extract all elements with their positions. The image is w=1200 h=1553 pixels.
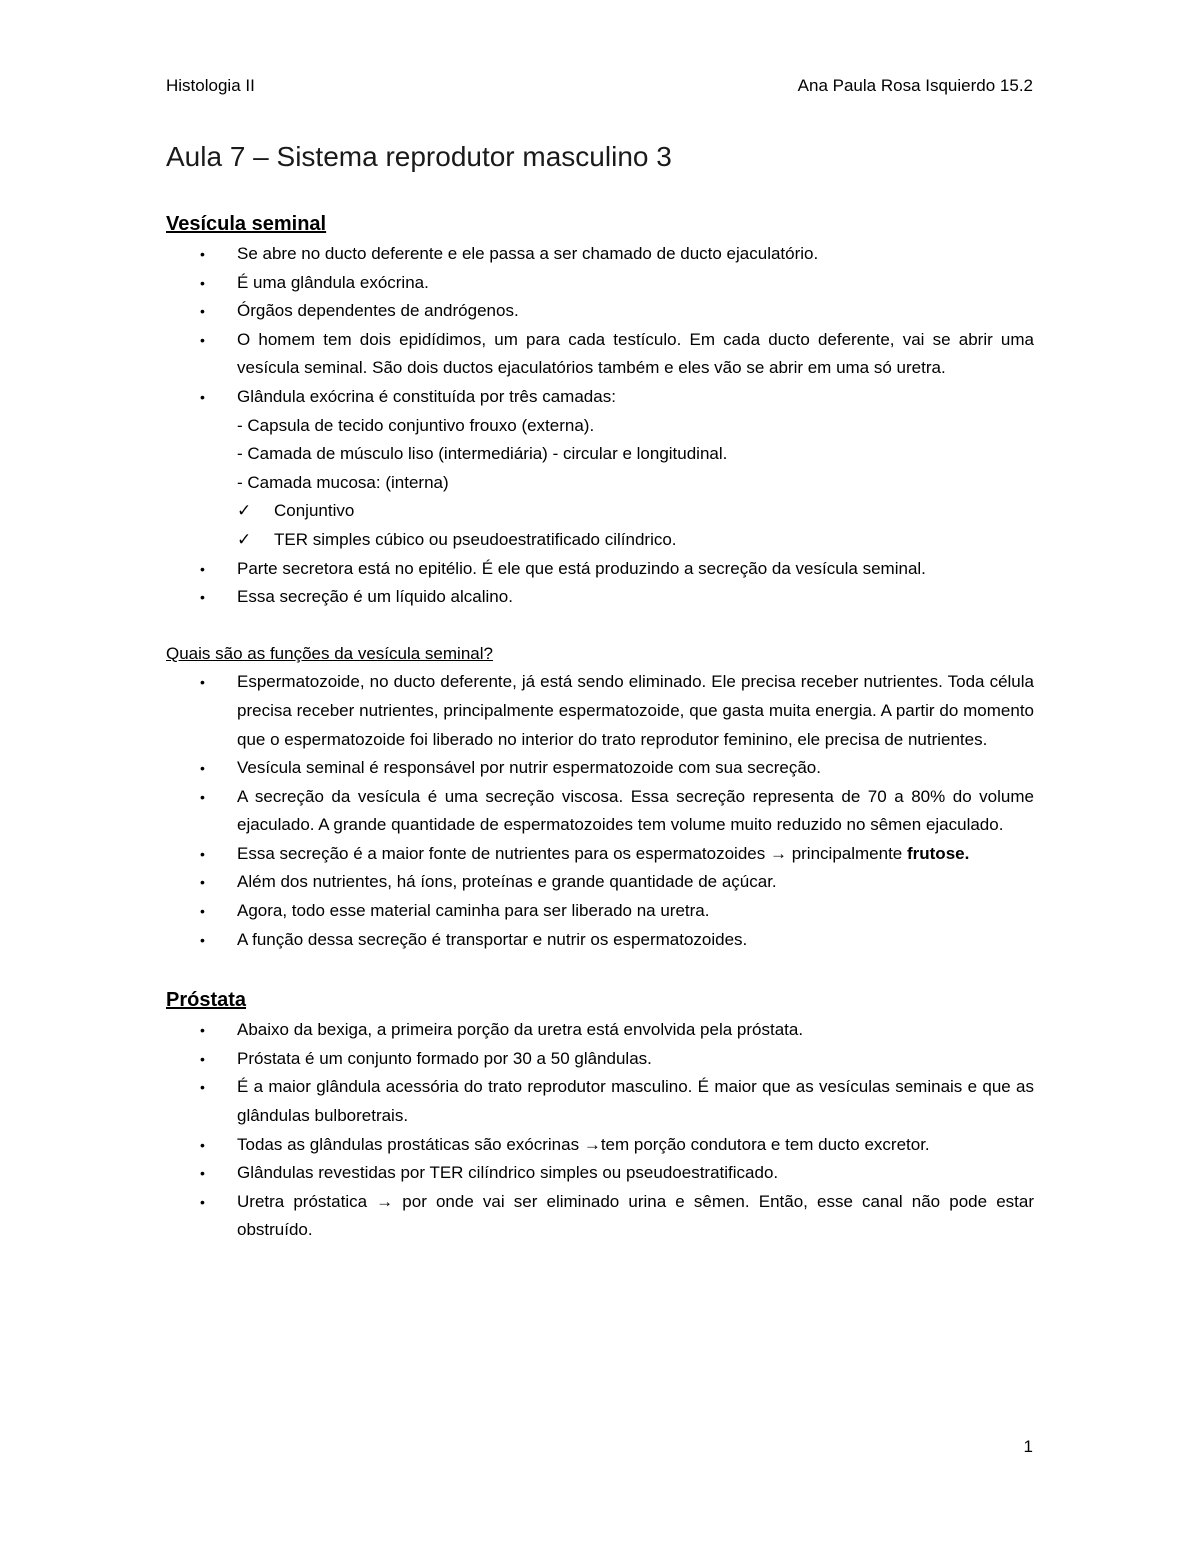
bullet-icon: •: [200, 788, 205, 805]
list-item: • Além dos nutrientes, há íons, proteínas e grande quantidade de açúcar.: [166, 868, 1034, 897]
bullet-icon: •: [200, 1079, 205, 1096]
bullet-icon: •: [200, 246, 205, 262]
header-course: Histologia II: [166, 76, 255, 95]
bullet-icon: •: [200, 560, 205, 577]
sub-item: - Capsula de tecido conjuntivo frouxo (externa).: [237, 415, 595, 435]
arrow-right-icon: →: [769, 843, 787, 863]
list-item: • Glândulas revestidas por TER cilíndrico simples ou pseudoestratificado.: [166, 1159, 1034, 1188]
spacer: [166, 612, 1034, 640]
list-item: • Agora, todo esse material caminha para ser liberado na uretra.: [166, 897, 1034, 926]
bullet-icon: •: [200, 760, 205, 777]
bullet-icon: •: [200, 331, 205, 348]
header-author: Ana Paula Rosa Isquierdo 15.2: [797, 76, 1033, 95]
list-item: • Parte secretora está no epitélio. É ele que está produzindo a secreção da vesícula seminal.: [166, 555, 1034, 584]
bullet-list-prostata: [166, 1016, 1034, 1245]
bullet-icon: •: [200, 303, 205, 320]
section-question-funcoes: Quais são as funções da vesícula seminal?: [166, 643, 493, 663]
list-item: • Uretra próstatica → por onde vai ser eliminado urina e sêmen. Então, esse canal não pode estar obstruído.: [166, 1188, 1034, 1245]
bullet-icon: •: [200, 874, 205, 891]
bullet-icon: •: [200, 388, 205, 405]
bullet-list-vesicula: [166, 240, 1034, 612]
sub-item: - Camada mucosa: (interna): [237, 472, 449, 492]
check-item: ✓ Conjuntivo: [237, 497, 1034, 526]
list-item: • Órgãos dependentes de andrógenos.: [166, 297, 1034, 326]
checkmark-icon: ✓: [237, 501, 252, 521]
list-item: • Espermatozoide, no ducto deferente, já está sendo eliminado. Ele precisa receber nutrientes. Toda célula precisa receber nutrientes, principalmente espermatozoide, que gasta muita energia. A partir do momento que o espermatozoide foi liberado no interior do trato reprodutor feminino, ele precisa de nutrientes.: [166, 668, 1034, 754]
spacer: [166, 954, 1034, 986]
bullet-icon: •: [200, 845, 205, 862]
page-number: 1: [1023, 1437, 1033, 1456]
list-item: • É a maior glândula acessória do trato reprodutor masculino. É maior que as vesículas seminais e que as glândulas bulboretrais.: [166, 1073, 1034, 1130]
list-item-text: Glândula exócrina é constituída por três camadas:: [237, 386, 616, 406]
document-body: [166, 210, 1034, 1245]
list-item: [166, 383, 1034, 555]
list-item: • Próstata é um conjunto formado por 30 a 50 glândulas.: [166, 1045, 1034, 1074]
sub-item: - Camada de músculo liso (intermediária) - circular e longitudinal.: [237, 444, 728, 464]
bold-term: frutose.: [906, 843, 970, 863]
list-item: • A função dessa secreção é transportar e nutrir os espermatozoides.: [166, 926, 1034, 955]
list-item: • É uma glândula exócrina.: [166, 269, 1034, 298]
bullet-icon: •: [200, 931, 205, 948]
arrow-right-icon: →: [583, 1134, 601, 1154]
list-item: • O homem tem dois epidídimos, um para cada testículo. Em cada ducto deferente, vai se abrir uma vesícula seminal. São dois ductos ejaculatórios também e eles vão se abrir em uma só uretra.: [166, 326, 1034, 383]
bullet-icon: •: [200, 1136, 205, 1153]
list-item: • Se abre no ducto deferente e ele passa a ser chamado de ducto ejaculatório.: [166, 240, 1034, 269]
bullet-icon: •: [200, 903, 205, 920]
list-item: • Todas as glândulas prostáticas são exócrinas →tem porção condutora e tem ducto excretor.: [166, 1131, 1034, 1160]
list-item: • A secreção da vesícula é uma secreção viscosa. Essa secreção representa de 70 a 80% do volume ejaculado. A grande quantidade de espermatozoides tem volume muito reduzido no sêmen ejaculado.: [166, 783, 1034, 840]
bullet-icon: •: [200, 274, 205, 291]
list-item: • Essa secreção é a maior fonte de nutrientes para os espermatozoides → principalmente frutose.: [166, 840, 1034, 869]
checkmark-icon: ✓: [237, 529, 252, 549]
check-item: ✓ TER simples cúbico ou pseudoestratificado cilíndrico.: [237, 526, 1034, 555]
list-item: • Abaixo da bexiga, a primeira porção da uretra está envolvida pela próstata.: [166, 1016, 1034, 1045]
bullet-list-funcoes: [166, 668, 1034, 954]
section-heading-prostata: Próstata: [166, 989, 247, 1012]
list-item: • Essa secreção é um líquido alcalino.: [166, 583, 1034, 612]
bullet-icon: •: [200, 1193, 205, 1210]
arrow-right-icon: →: [376, 1191, 394, 1211]
list-item: • Vesícula seminal é responsável por nutrir espermatozoide com sua secreção.: [166, 754, 1034, 783]
page-title: Aula 7 – Sistema reprodutor masculino 3: [166, 141, 672, 172]
bullet-icon: •: [200, 1165, 205, 1182]
bullet-icon: •: [200, 589, 205, 606]
bullet-icon: •: [200, 1050, 205, 1067]
bullet-icon: •: [200, 1022, 205, 1039]
section-heading-vesicula: Vesícula seminal: [166, 213, 327, 235]
bullet-icon: •: [200, 674, 205, 691]
